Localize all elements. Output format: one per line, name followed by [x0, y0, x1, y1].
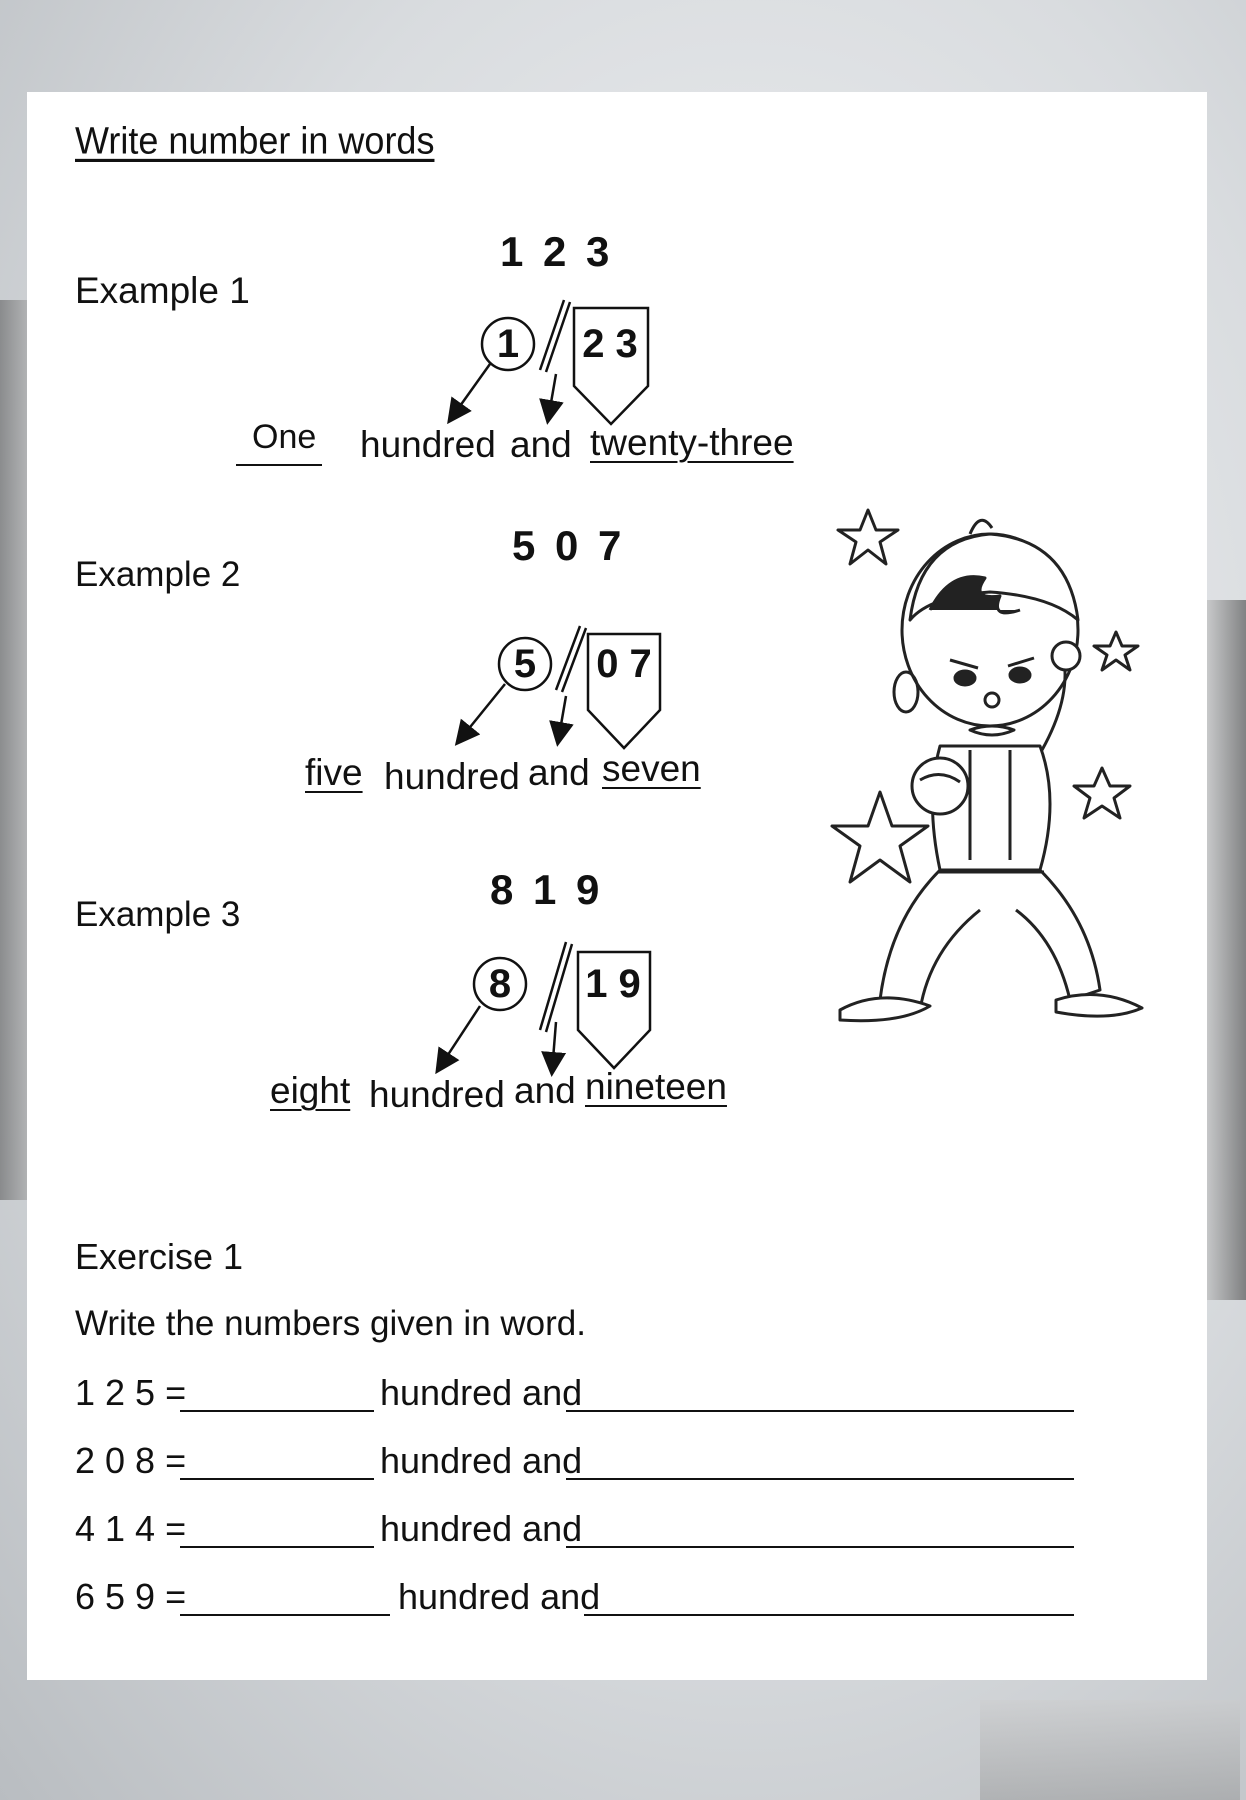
- example-2-hundreds-digit: 5: [513, 642, 537, 686]
- exercise-row-3-number: 4 1 4 =: [75, 1508, 187, 1549]
- example-1-word-rest: twenty-three: [590, 422, 794, 463]
- exercise-row-3-hundreds-blank[interactable]: [180, 1546, 374, 1548]
- exercise-instruction: Write the numbers given in word.: [75, 1304, 586, 1343]
- example-2-hundreds-circle: [499, 638, 551, 690]
- exercise-title: Exercise 1: [75, 1236, 244, 1277]
- exercise-row-4-number: 6 5 9 =: [75, 1576, 187, 1617]
- example-2-number: 5 0 7: [512, 522, 626, 569]
- example-3-rest-box: [578, 952, 650, 1068]
- exercise-row-2-hundreds-blank[interactable]: [180, 1478, 374, 1480]
- example-1-hundreds-digit: 1: [496, 322, 520, 366]
- exercise-row-2-number: 2 0 8 =: [75, 1440, 187, 1481]
- example-3-rest-digits: 1 9: [585, 962, 641, 1006]
- exercise-row-4-middle: hundred and: [398, 1576, 601, 1617]
- worksheet-title: Write number in words: [75, 118, 435, 162]
- example-2-word-rest: seven: [602, 748, 701, 789]
- example-2-word-and: and: [528, 752, 590, 793]
- example-2-word-hundred: hundred: [384, 756, 520, 797]
- example-1-rest-digits: 2 3: [582, 322, 638, 366]
- example-2-label: Example 2: [75, 555, 241, 594]
- example-3-word-rest: nineteen: [585, 1066, 727, 1107]
- example-3-word-hundreds: eight: [270, 1070, 351, 1111]
- exercise-row-2-middle: hundred and: [380, 1440, 583, 1481]
- example-3-hundreds-digit: 8: [488, 962, 512, 1006]
- example-1-word-and: and: [510, 424, 572, 465]
- example-1-word-hundred: hundred: [360, 424, 496, 465]
- exercise-row-2-rest-blank[interactable]: [566, 1478, 1074, 1480]
- example-1-word-hundreds: One: [252, 418, 317, 456]
- example-1-number: 1 2 3: [500, 228, 614, 275]
- example-3-hundreds-circle: [474, 958, 526, 1010]
- cartoon-boy-with-stars-illustration: [820, 500, 1160, 1050]
- example-3-label: Example 3: [75, 895, 241, 934]
- exercise-row-1-hundreds-blank[interactable]: [180, 1410, 374, 1412]
- exercise-row-4-hundreds-blank[interactable]: [180, 1614, 390, 1616]
- example-2-rest-box: [588, 634, 660, 748]
- example-2-rest-digits: 0 7: [596, 642, 652, 686]
- exercise-row-3-rest-blank[interactable]: [566, 1546, 1074, 1548]
- example-3-word-hundred: hundred: [369, 1074, 505, 1115]
- exercise-row-1-rest-blank[interactable]: [566, 1410, 1074, 1412]
- example-1-hundreds-circle: [482, 318, 534, 370]
- example-3-word-and: and: [514, 1070, 576, 1111]
- example-1-label: Example 1: [75, 270, 250, 311]
- exercise-row-3-middle: hundred and: [380, 1508, 583, 1549]
- exercise-row-4-rest-blank[interactable]: [584, 1614, 1074, 1616]
- exercise-row-1-middle: hundred and: [380, 1372, 583, 1413]
- example-3-number: 8 1 9: [490, 866, 604, 913]
- example-2-word-hundreds: five: [305, 752, 363, 793]
- exercise-row-1-number: 1 2 5 =: [75, 1372, 187, 1413]
- example-1-rest-box: [574, 308, 648, 424]
